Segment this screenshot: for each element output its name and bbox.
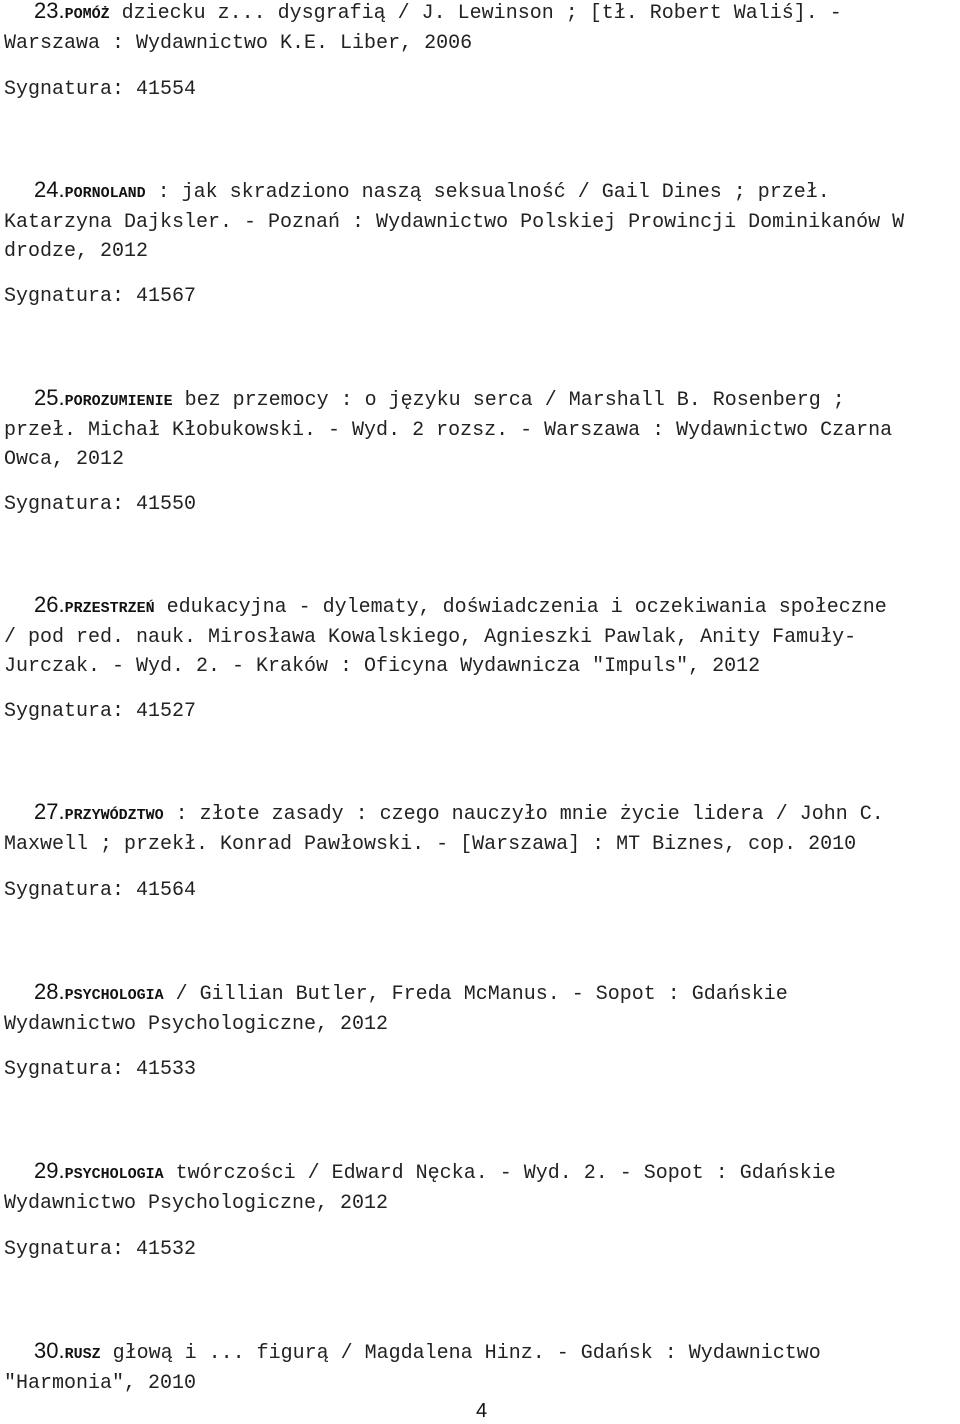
bibliography-entry-25 [4,383,958,474]
entry-number-wrap [4,175,65,207]
entry-first-line [4,1156,958,1189]
signature-26: Sygnatura: 41527 [4,700,197,723]
entry-line: Wydawnictwo Psychologiczne, 2012 [4,1192,389,1215]
entry-keyword: PSYCHOLOGIA [64,1166,164,1183]
entry-first-line [4,0,958,29]
entry-keyword: PRZESTRZEŃ [64,600,155,617]
entry-keyword: POROZUMIENIE [64,393,173,410]
entry-keyword: PSYCHOLOGIA [64,987,164,1004]
entry-first-line [4,590,958,623]
signature-27: Sygnatura: 41564 [4,879,197,902]
entry-line: / pod red. nauk. Mirosława Kowalskiego, Agnieszki Pawlak, Anity Famuły- [4,626,857,649]
entry-text: twórczości / Edward Nęcka. - Wyd. 2. - Sopot : Gdańskie [175,1162,836,1185]
entry-keyword: PORNOLAND [64,185,146,202]
bibliography-entry-30 [4,1336,958,1398]
entry-number: 24. [34,177,65,202]
entry-line: drodze, 2012 [4,240,149,263]
bibliography-entry-28 [4,977,958,1039]
bibliography-entry-26 [4,590,958,681]
entry-first-line [4,797,958,830]
entry-text: : złote zasady : czego nauczyło mnie życie lidera / John C. [175,803,884,826]
signature-24: Sygnatura: 41567 [4,285,197,308]
page-number: 4 [476,1400,488,1422]
signature-29: Sygnatura: 41532 [4,1238,197,1261]
entry-line: "Harmonia", 2010 [4,1372,197,1395]
entry-line: Katarzyna Dajksler. - Poznań : Wydawnictwo Polskiej Prowincji Dominikanów W [4,211,905,234]
signature-23: Sygnatura: 41554 [4,78,197,101]
entry-number-wrap [4,1156,65,1188]
bibliography-entry-27 [4,797,958,859]
entry-line: Jurczak. - Wyd. 2. - Kraków : Oficyna Wydawnicza "Impuls", 2012 [4,655,761,678]
entry-number-wrap [4,383,65,415]
entry-line: Owca, 2012 [4,448,125,471]
entry-number: 29. [34,1158,65,1183]
entry-number: 25. [34,385,65,410]
entry-keyword: POMÓŻ [64,6,110,23]
entry-keyword: RUSZ [64,1346,101,1363]
entry-number-wrap [4,590,65,622]
signature-25: Sygnatura: 41550 [4,493,197,516]
entry-line: Maxwell ; przekł. Konrad Pawłowski. - [Warszawa] : MT Biznes, cop. 2010 [4,833,857,856]
entry-number-wrap [4,797,65,829]
entry-text: / Gillian Butler, Freda McManus. - Sopot : Gdańskie [175,983,788,1006]
entry-number: 30. [34,1338,65,1363]
entry-keyword: PRZYWÓDZTWO [64,807,164,824]
bibliography-entry-24 [4,175,958,266]
entry-number-wrap [4,0,65,28]
entry-first-line [4,1336,958,1369]
bibliography-entry-29 [4,1156,958,1218]
entry-number: 27. [34,799,65,824]
entry-line: przeł. Michał Kłobukowski. - Wyd. 2 rozsz. - Warszawa : Wydawnictwo Czarna [4,419,893,442]
entry-text: dziecku z... dysgrafią / J. Lewinson ; [tł. Robert Waliś]. - [121,2,842,25]
entry-number: 23. [34,0,65,23]
signature-28: Sygnatura: 41533 [4,1058,197,1081]
entry-number-wrap [4,1336,65,1368]
entry-first-line [4,175,958,208]
bibliography-entry-23 [4,0,958,58]
entry-first-line [4,977,958,1010]
entry-first-line [4,383,958,416]
entry-text: edukacyjna - dylematy, doświadczenia i oczekiwania społeczne [166,596,887,619]
entry-line: Wydawnictwo Psychologiczne, 2012 [4,1013,389,1036]
entry-number: 26. [34,592,65,617]
entry-number: 28. [34,979,65,1004]
entry-text: głową i ... figurą / Magdalena Hinz. - Gdańsk : Wydawnictwo [112,1342,821,1365]
entry-text: : jak skradziono naszą seksualność / Gail Dines ; przeł. [157,181,830,204]
entry-line: Warszawa : Wydawnictwo K.E. Liber, 2006 [4,32,473,55]
entry-number-wrap [4,977,65,1009]
entry-text: bez przemocy : o języku serca / Marshall B. Rosenberg ; [184,389,845,412]
